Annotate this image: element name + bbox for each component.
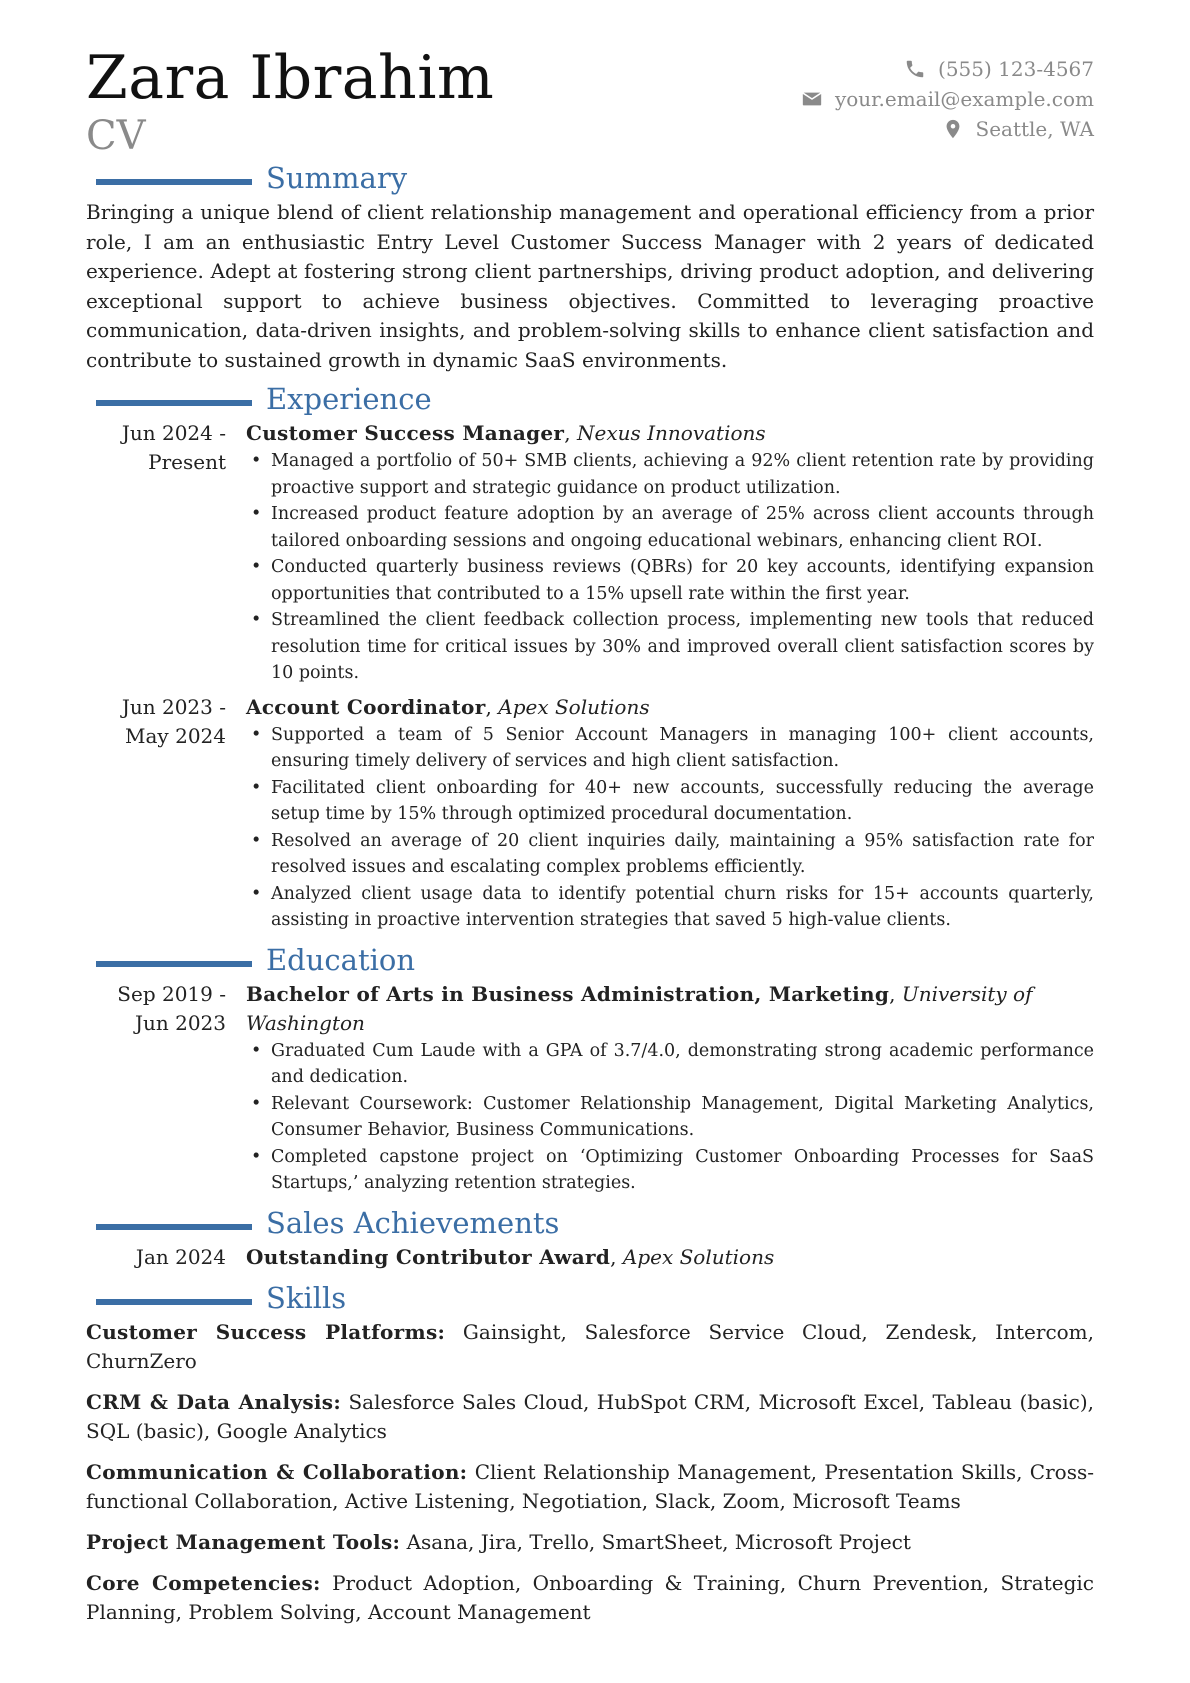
contact-block — [801, 54, 1094, 144]
bullet-list — [246, 448, 1094, 687]
skill-value: Product Adoption, Onboarding & Training, Churn Prevention, Strategic Planning, Problem Solving, Account Management — [86, 1570, 1094, 1624]
section-bar — [96, 179, 252, 185]
list-item: • Relevant Coursework: Customer Relationship Management, Digital Marketing Analytics, Consumer Behavior, Business Communications. — [246, 1091, 1094, 1144]
contact-phone — [801, 54, 1094, 84]
section-title: Summary — [266, 161, 408, 195]
skill-label: Project Management Tools: — [86, 1529, 401, 1554]
company-name: Apex Solutions — [498, 694, 650, 719]
cv-header — [86, 42, 1094, 158]
contact-email — [801, 84, 1094, 114]
map-pin-icon — [942, 118, 964, 140]
entry-heading: Account Coordinator, Apex Solutions — [246, 694, 650, 719]
entry-date: Sep 2019 - Jun 2023 — [117, 981, 226, 1035]
award-entry — [86, 1243, 1094, 1272]
document-subtitle: CV — [86, 113, 146, 159]
experience-entry — [86, 419, 1094, 687]
list-item: • Analyzed client usage data to identify potential churn risks for 15+ accounts quarterly, assisting in proactive intervention strategies that saved 5 high-value clients. — [246, 881, 1094, 934]
entry-date: Jun 2023 - May 2024 — [121, 694, 226, 748]
cv-page — [86, 42, 1094, 1639]
job-title: Account Coordinator — [246, 694, 486, 719]
institution-name: University of Washington — [246, 981, 1033, 1035]
entry-heading: Outstanding Contributor Award, Apex Solutions — [246, 1244, 775, 1269]
skill-line — [86, 1388, 1094, 1446]
skill-value: Gainsight, Salesforce Service Cloud, Zendesk, Intercom, ChurnZero — [86, 1319, 1095, 1373]
candidate-name: Zara Ibrahim — [86, 43, 495, 113]
education-entry — [86, 980, 1094, 1197]
skill-line — [86, 1569, 1094, 1627]
list-item: • Streamlined the client feedback collection process, implementing new tools that reduced resolution time for critical issues by 30% and improved overall client satisfaction scores by 10 points. — [246, 607, 1094, 687]
list-item: • Facilitated client onboarding for 40+ new accounts, successfully reducing the average setup time by 15% through optimized procedural documentation. — [246, 775, 1094, 828]
section-title: Education — [266, 942, 416, 977]
award-title: Outstanding Contributor Award — [246, 1244, 611, 1269]
skill-label: CRM & Data Analysis: — [86, 1389, 342, 1414]
company-name: Nexus Innovations — [577, 421, 766, 445]
section-title: Experience — [266, 382, 432, 416]
location-text: Seattle, WA — [975, 117, 1094, 141]
list-item: • Supported a team of 5 Senior Account Managers in managing 100+ client accounts, ensuring timely delivery of services and high client satisfaction. — [246, 722, 1094, 775]
skill-line — [86, 1528, 1094, 1557]
summary-paragraph: Bringing a unique blend of client relationship management and operational efficiency from a prior role, I am an enthusiastic Entry Level Customer Success Manager with 2 years of dedicated experience. Adept at fostering strong client partnerships, driving product adoption, and delivering exceptional support to achieve business objectives. Committed to leveraging proactive communication, data-driven insights, and problem-solving skills to enhance client satisfaction and contribute to sustained growth in dynamic SaaS environments. — [86, 200, 1094, 372]
contact-location — [801, 114, 1094, 144]
section-bar — [96, 961, 252, 967]
skill-label: Customer Success Platforms: — [86, 1319, 446, 1344]
list-item: • Managed a portfolio of 50+ SMB clients, achieving a 92% client retention rate by providing proactive support and strategic guidance on product utilization. — [246, 448, 1094, 501]
envelope-icon — [801, 88, 823, 110]
experience-entry — [86, 693, 1094, 934]
list-item: • Completed capstone project on ‘Optimizing Customer Onboarding Processes for SaaS Startups,’ analyzing retention strategies. — [246, 1144, 1094, 1197]
section-header-experience — [86, 379, 1094, 419]
list-item: • Graduated Cum Laude with a GPA of 3.7/4.0, demonstrating strong academic performance and dedication. — [246, 1038, 1094, 1091]
award-org: Apex Solutions — [622, 1244, 775, 1269]
entry-date: Jun 2024 - Present — [121, 421, 226, 474]
skill-label: Communication & Collaboration: — [86, 1459, 468, 1484]
section-header-skills — [86, 1278, 1094, 1318]
list-item: • Resolved an average of 20 client inquiries daily, maintaining a 95% satisfaction rate for resolved issues and escalating complex problems efficiently. — [246, 828, 1094, 881]
bullet-list — [246, 722, 1094, 934]
section-header-education — [86, 940, 1094, 980]
skill-line — [86, 1318, 1094, 1376]
skill-value: Salesforce Sales Cloud, HubSpot CRM, Microsoft Excel, Tableau (basic), SQL (basic), Google Analytics — [86, 1389, 1094, 1443]
job-title: Customer Success Manager — [246, 421, 565, 445]
entry-heading: Bachelor of Arts in Business Administration, Marketing, University of Washington — [246, 981, 1033, 1035]
section-header-sales — [86, 1203, 1094, 1243]
skill-value: Asana, Jira, Trello, SmartSheet, Microsoft Project — [406, 1529, 911, 1554]
skill-line — [86, 1458, 1094, 1516]
section-bar — [96, 1224, 252, 1230]
skill-value: Client Relationship Management, Presentation Skills, Cross-functional Collaboration, Active Listening, Negotiation, Slack, Zoom, Microsoft Teams — [86, 1459, 1094, 1513]
entry-heading: Customer Success Manager, Nexus Innovations — [246, 421, 766, 445]
entry-date: Jan 2024 — [135, 1244, 226, 1269]
section-bar — [96, 1299, 252, 1305]
section-title: Skills — [266, 1280, 347, 1315]
list-item: • Conducted quarterly business reviews (QBRs) for 20 key accounts, identifying expansion opportunities that contributed to a 15% upsell rate within the first year. — [246, 554, 1094, 607]
degree-title: Bachelor of Arts in Business Administration, Marketing — [246, 981, 890, 1006]
phone-icon — [904, 58, 926, 80]
bullet-list — [246, 1038, 1094, 1197]
skill-label: Core Competencies: — [86, 1570, 321, 1595]
section-title: Sales Achievements — [266, 1205, 560, 1240]
section-bar — [96, 400, 252, 406]
email-address[interactable]: your.email@example.com — [834, 87, 1094, 111]
list-item: • Increased product feature adoption by an average of 25% across client accounts through tailored onboarding sessions and ongoing educational webinars, enhancing client ROI. — [246, 501, 1094, 554]
phone-number: (555) 123-4567 — [938, 57, 1094, 81]
section-header-summary — [86, 158, 1094, 198]
